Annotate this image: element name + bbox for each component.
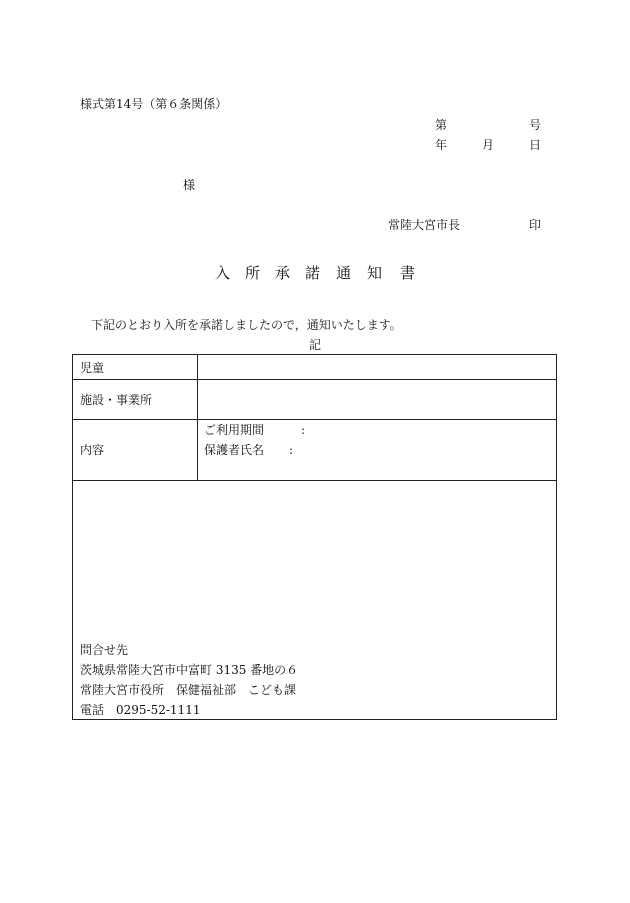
column-divider	[197, 355, 198, 480]
form-number: 様式第14号（第６条関係）	[80, 97, 228, 111]
contact-office: 常陸大宮市役所 保健福祉部 こども課	[80, 683, 297, 697]
date-day: 日	[529, 138, 542, 152]
doc-number-dai: 第	[435, 118, 448, 132]
ki-mark: 記	[309, 338, 322, 352]
title-char: 知	[367, 264, 383, 282]
title-char: 承	[275, 264, 291, 282]
content-label: 内容	[80, 443, 105, 457]
notice-table	[72, 354, 557, 720]
guardian-name-colon: :	[289, 443, 294, 457]
child-label: 児童	[80, 361, 105, 375]
guardian-name-label: 保護者氏名	[204, 443, 265, 457]
row-divider	[73, 480, 556, 481]
date-month: 月	[482, 138, 495, 152]
contact-address: 茨城県常陸大宮市中富町 3135 番地の６	[80, 663, 299, 677]
facility-label: 施設・事業所	[80, 393, 153, 407]
title-char: 書	[400, 264, 416, 282]
title-char: 諾	[305, 264, 321, 282]
title-char: 所	[245, 264, 261, 282]
usage-period-label: ご利用期間	[204, 423, 265, 437]
document-title	[0, 266, 630, 286]
contact-heading: 問合せ先	[80, 643, 129, 657]
row-divider	[73, 419, 556, 420]
addressee-suffix: 様	[183, 178, 196, 192]
date-year: 年	[435, 138, 448, 152]
title-char: 入	[215, 264, 231, 282]
row-divider	[73, 379, 556, 380]
title-char: 通	[336, 264, 352, 282]
issuer-seal: 印	[529, 218, 542, 232]
doc-number-go: 号	[529, 118, 542, 132]
issuer-name: 常陸大宮市長	[388, 218, 461, 232]
contact-phone: 電話 0295-52-1111	[80, 703, 201, 717]
intro-text: 下記のとおり入所を承諾しましたので，通知いたします。	[91, 318, 402, 332]
usage-period-colon: :	[301, 423, 306, 437]
